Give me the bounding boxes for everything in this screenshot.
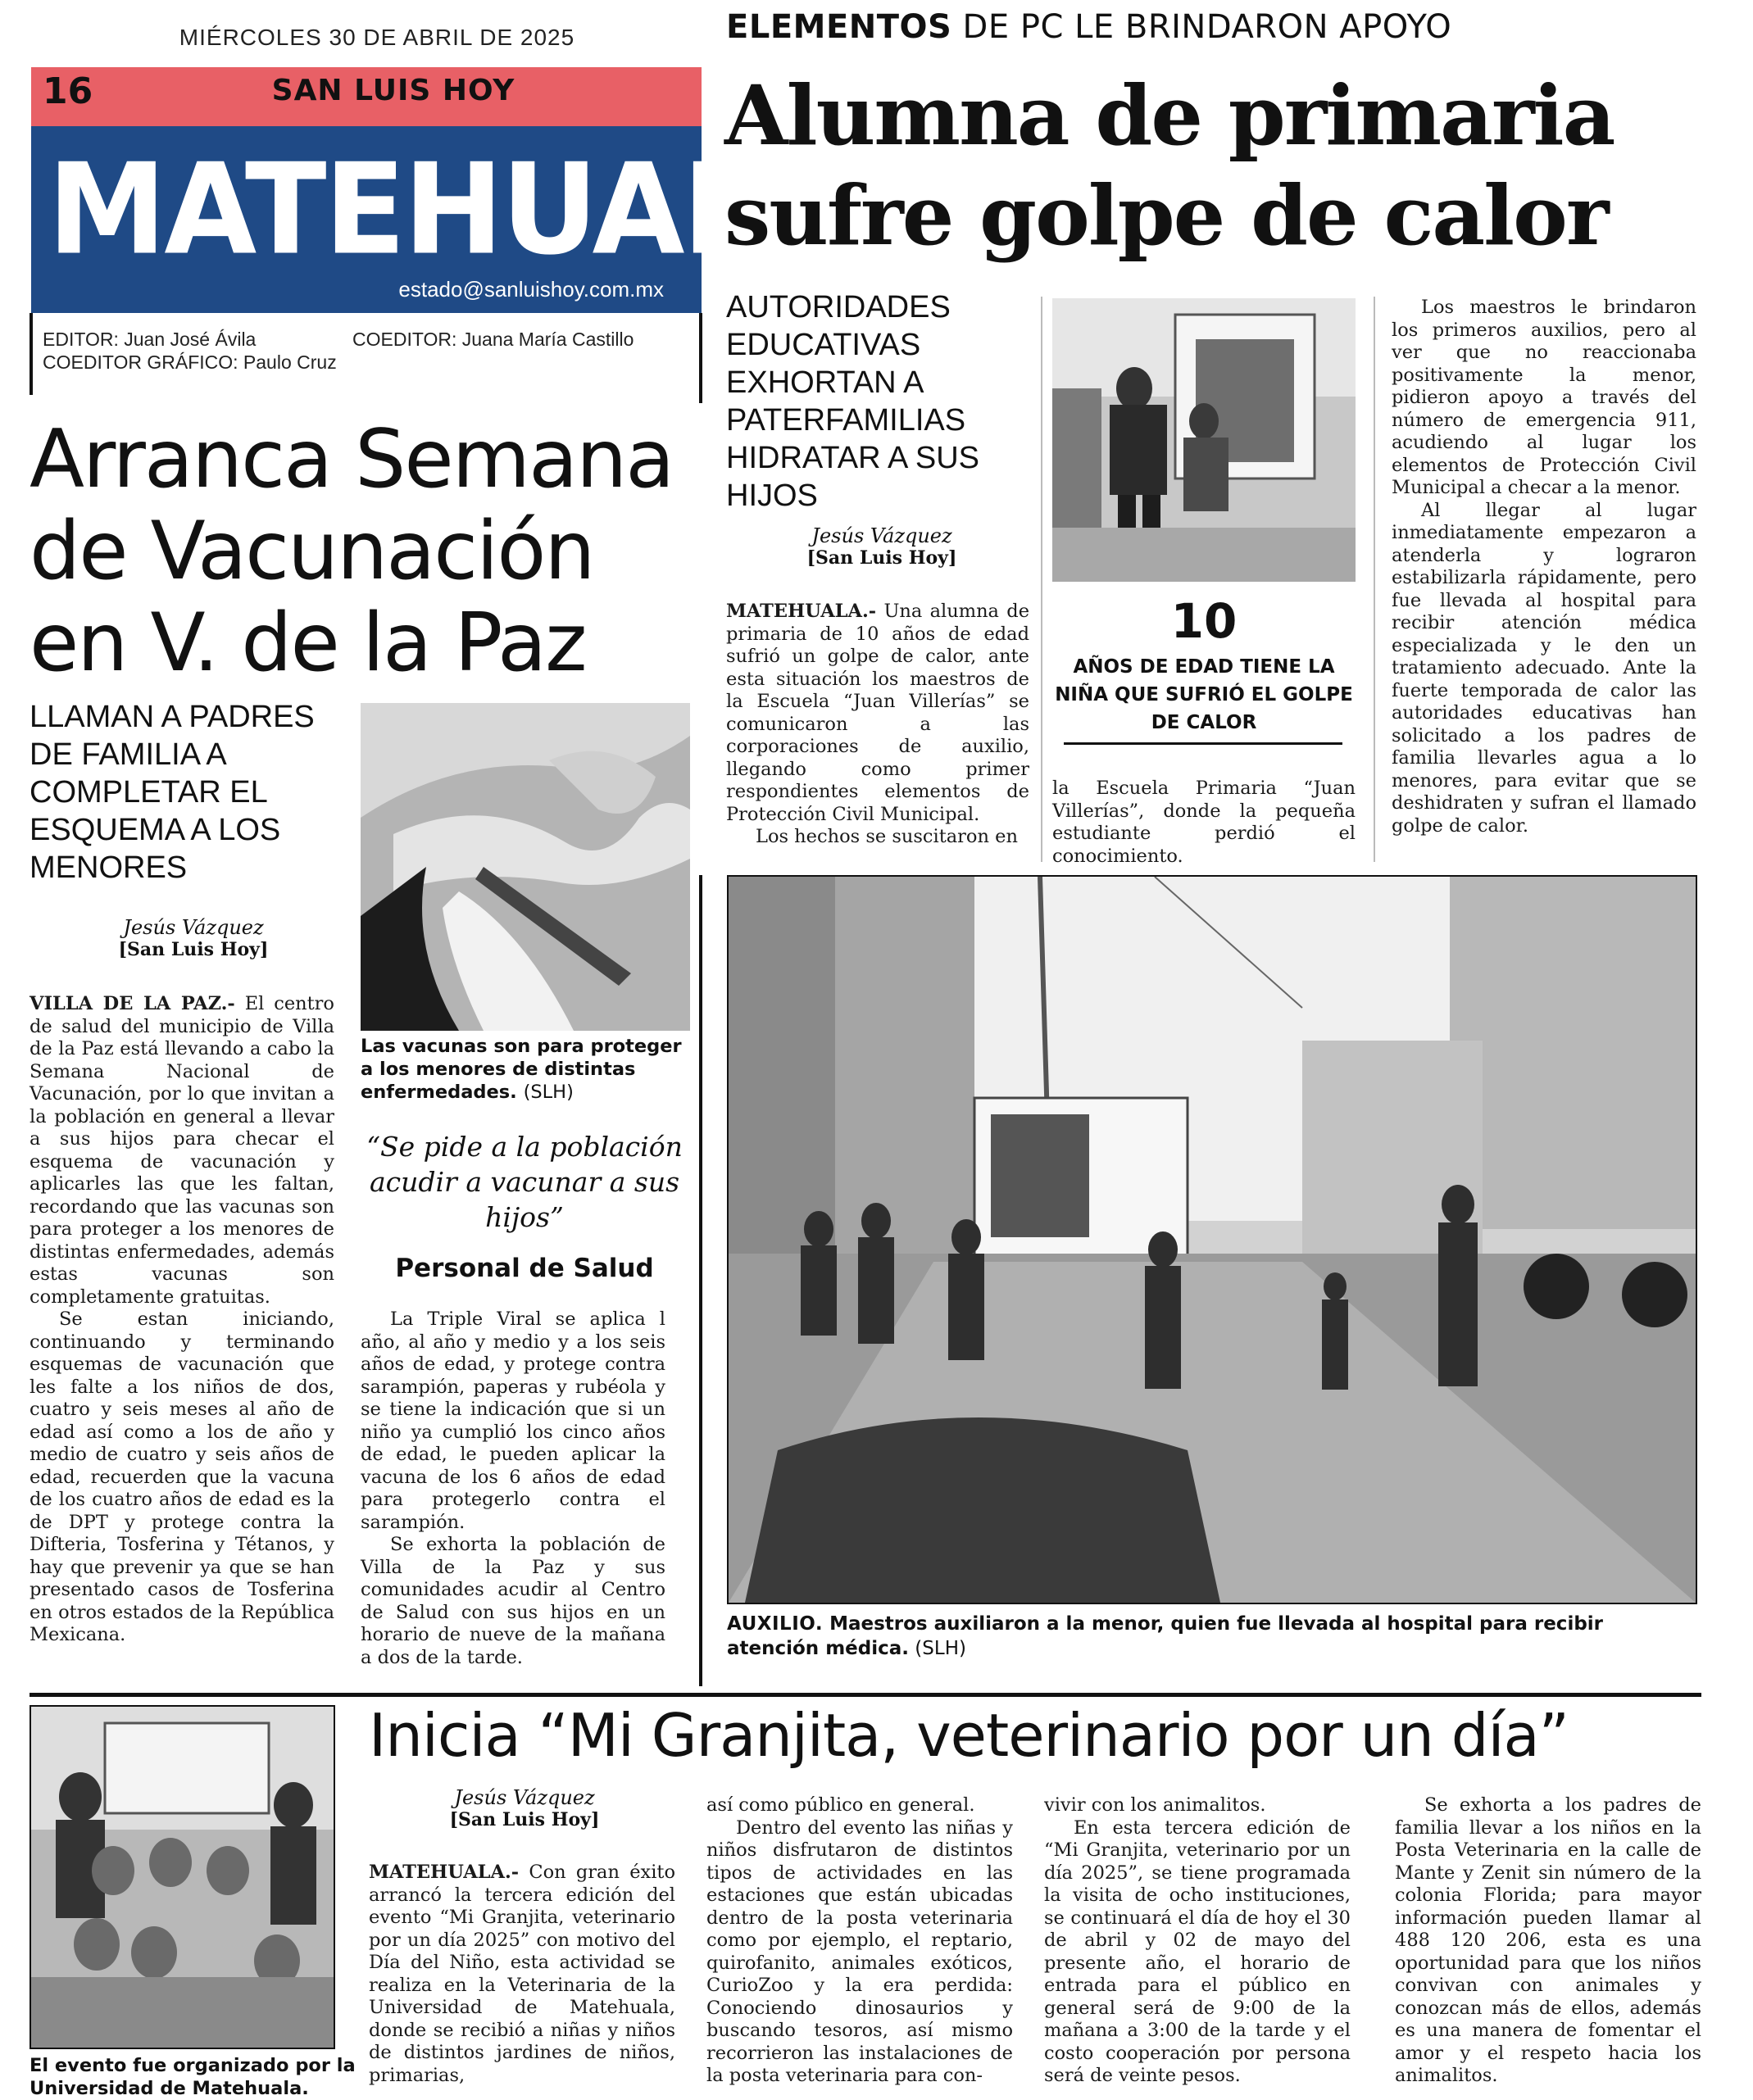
dateline: MATEHUALA.- xyxy=(726,601,877,622)
editor-line: EDITOR: Juan José Ávila xyxy=(43,329,257,350)
photo-source: (SLH) xyxy=(909,1638,966,1659)
author-name: Jesús Vázquez xyxy=(811,524,952,547)
ambulance-photo-image xyxy=(1052,298,1356,582)
stat-underline xyxy=(1064,742,1342,745)
paragraph: Se exhorta a los padres de familia llevar a los niños en la Posta Veterinaria en la calle de Mante y Zenit sin número de la colonia Florida; para mayor información pueden llamar al 488 120 206, esta es una oportunidad para que los niños convivan con animales y conozcan más de ellos, además es una manera de fomentar el amor y el respeto hacia los animalitos. xyxy=(1395,1794,1701,2086)
left-article-column-1 xyxy=(30,993,334,1647)
section-email: estado@sanluishoy.com.mx xyxy=(398,277,664,302)
dateline: VILLA DE LA PAZ.- xyxy=(30,993,235,1014)
left-article-byline xyxy=(30,916,357,960)
bottom-article-byline xyxy=(369,1786,680,1830)
paragraph: Se exhorta la población de Villa de la Paz y sus comunidades acudir al Centro de Salud con sus hijos en un horario de nueve de la mañana a dos de la tarde. xyxy=(361,1534,665,1668)
author-outlet: [San Luis Hoy] xyxy=(118,939,269,960)
dateline: MATEHUALA.- xyxy=(369,1862,520,1883)
author-name: Jesús Vázquez xyxy=(123,916,264,939)
author-outlet: [San Luis Hoy] xyxy=(449,1809,600,1830)
stat-box xyxy=(1052,594,1356,737)
paragraph: En esta tercera edición de “Mi Granjita, veterinario por un día 2025”, se tiene programada la visita de ocho instituciones, se continuará el día de hoy el 30 de abril y 02 de mayo del presente año, el horario de entrada para el público en general será de 9:00 de la mañana a 3:00 de la tarde y el costo cooperación por persona será de veinte pesos. xyxy=(1044,1817,1351,2086)
paragraph: Dentro del evento las niñas y niños disfrutaron de distintos tipos de actividades en las estaciones que están ubicadas dentro de la posta veterinaria como por ejemplo, el reptario, quirofanito, animales exóticos, CurioZoo y la era perdida: Conociendo dinosaurios y buscando tesoros, así mismo recorrieron las instalaciones de la posta veterinaria para con- xyxy=(706,1817,1013,2086)
kicker-bold: ELEMENTOS xyxy=(726,8,952,46)
paragraph: vivir con los animalitos. xyxy=(1044,1794,1266,1816)
masthead-left-rule xyxy=(30,313,33,395)
paper-name: SAN LUIS HOY xyxy=(271,74,515,107)
paragraph: Se estan iniciando, continuando y terminando esquemas de vacunación que les falte a los niños de dos, cuatro y seis meses al año de edad así como a los de año y medio de cuatro y seis años de edad, recuerden que la vacuna de los cuatro años de edad es la de DPT y protege contra la Difteria, Tosferina y Tétanos, y hay que prevenir ya que se han presentado casos de Tosferina en otros estados de la República Mexicana. xyxy=(30,1309,334,1645)
stat-text: AÑOS DE EDAD TIENE LA NIÑA QUE SUFRIÓ EL GOLPE DE CALOR xyxy=(1055,656,1353,733)
column-rule xyxy=(1041,297,1042,862)
caption-text: Maestros auxiliaron a la menor, quien fue llevada al hospital para recibir atención médica. xyxy=(727,1613,1604,1659)
right-article-headline: Alumna de primaria sufre golpe de calor xyxy=(724,67,1614,264)
street-scene-photo-image xyxy=(729,877,1696,1603)
pull-quote-attribution: Personal de Salud xyxy=(395,1254,654,1283)
right-article-subhead: AUTORIDADES EDUCATIVAS EXHORTAN A PATERFAMILIAS HIDRATAR A SUS HIJOS xyxy=(726,290,979,513)
vaccination-photo-caption xyxy=(361,1035,688,1104)
bottom-section-rule xyxy=(30,1693,1701,1697)
editor-credits xyxy=(43,328,698,374)
children-event-caption: El evento fue organizado por la Universidad de Matehuala. xyxy=(30,2055,356,2099)
vaccination-photo-image xyxy=(361,703,690,1031)
bottom-article-column-3 xyxy=(1044,1794,1351,2088)
column-divider xyxy=(699,875,702,1686)
bottom-article-column-2 xyxy=(706,1794,1013,2088)
ambulance-photo xyxy=(1052,298,1356,582)
paragraph: Con gran éxito arrancó la tercera edición del evento “Mi Granjita, veterinario por un día 2025” con motivo del Día del Niño, esta actividad se realiza en la Veterinaria de la Universidad de Matehuala, donde se recibió a niñas y niños de distintos jardines de niños, primarias, xyxy=(369,1862,675,2086)
paragraph: Los hechos se suscitaron en xyxy=(756,826,1018,847)
right-article-column-1 xyxy=(726,601,1029,849)
paragraph: El centro de salud del municipio de Villa de la Paz está llevando a cabo la Semana Nacional de Vacunación, por lo que invitan a la población en general a llevar a sus hijos para checar el esquema de vacunación y aplicarles las que les faltan, recordando que las vacunas son para proteger a los menores de distintas enfermedades, además estas vacunas son completamente gratuitas. xyxy=(30,993,334,1308)
children-event-photo-image xyxy=(31,1707,334,2048)
street-scene-caption xyxy=(727,1612,1697,1661)
column-rule xyxy=(1374,297,1375,862)
left-article-column-2 xyxy=(361,1309,665,1669)
page-number: 16 xyxy=(43,70,93,112)
right-article-column-3 xyxy=(1392,297,1696,837)
paragraph: la Escuela Primaria “Juan Villerías”, donde la pequeña estudiante perdió el conocimiento. xyxy=(1052,778,1356,867)
vaccination-photo xyxy=(361,703,690,1031)
right-article-column-2 xyxy=(1052,778,1356,868)
right-article-byline xyxy=(726,524,1038,569)
author-name: Jesús Vázquez xyxy=(454,1786,595,1809)
bottom-article-headline: Inicia “Mi Granjita, veterinario por un día” xyxy=(369,1701,1569,1770)
pull-quote: “Se pide a la población acudir a vacunar a sus hijos” xyxy=(366,1131,683,1233)
coeditor-grafico-line: COEDITOR GRÁFICO: Paulo Cruz xyxy=(43,352,337,373)
author-outlet: [San Luis Hoy] xyxy=(806,547,957,569)
bottom-article-column-4 xyxy=(1395,1794,1701,2088)
paragraph: así como público en general. xyxy=(706,1794,975,1816)
stat-number: 10 xyxy=(1170,593,1238,649)
children-event-photo xyxy=(30,1705,335,2049)
left-article-subhead: LLAMAN A PADRES DE FAMILIA A COMPLETAR EL ESQUEMA A LOS MENORES xyxy=(30,700,315,885)
street-scene-photo xyxy=(727,875,1697,1604)
left-article-headline: Arranca Semana de Vacunación en V. de la Paz xyxy=(30,413,674,690)
bottom-article-column-1 xyxy=(369,1862,675,2087)
coeditor-line: COEDITOR: Juana María Castillo xyxy=(352,329,634,350)
paragraph: Al llegar al lugar inmediatamente empezaron a atenderla y lograron estabilizarla rápidamente, pero fue llevada al hospital para recibir atención médica especializada y le den un tratamiento adecuado. Ante la fuerte temporada de calor las autoridades educativas han solicitado a los padres de familia llevarles agua a lo menores, para evitar que se deshidraten y sufran el llamado golpe de calor. xyxy=(1392,499,1696,837)
masthead-right-rule xyxy=(699,313,702,403)
kicker-rest: DE PC LE BRINDARON APOYO xyxy=(951,8,1452,46)
caption-lead: AUXILIO. xyxy=(727,1613,824,1635)
masthead-date: MIÉRCOLES 30 DE ABRIL DE 2025 xyxy=(179,25,575,50)
paragraph: La Triple Viral se aplica l año, al año y medio y a los seis años de edad, y protege contra sarampión, paperas y rubéola y se tiene la indicación que si un niño ya cumplió los cinco años de edad, le pueden aplicar la vacuna de los 6 años de edad para protegerlo contra el sarampión. xyxy=(361,1309,665,1533)
section-title: MATEHUALA xyxy=(48,136,847,283)
photo-source: (SLH) xyxy=(523,1082,574,1103)
caption-text: Las vacunas son para proteger a los menores de distintas enfermedades. xyxy=(361,1036,682,1103)
right-article-kicker xyxy=(726,8,1742,46)
paragraph: Los maestros le brindaron los primeros auxilios, pero al ver que no reaccionaba positivamente la menor, pidieron apoyo a través del número de emergencia 911, acudiendo al lugar los elementos de Protección Civil Municipal a checar a la menor. xyxy=(1392,297,1696,498)
paragraph: Una alumna de primaria de 10 años de edad sufrió un golpe de calor, ante esta situación los maestros de la Escuela “Juan Villerías” se comunicaron a las corporaciones de auxilio, llegando como primer respondientes elementos de Protección Civil Municipal. xyxy=(726,601,1030,825)
